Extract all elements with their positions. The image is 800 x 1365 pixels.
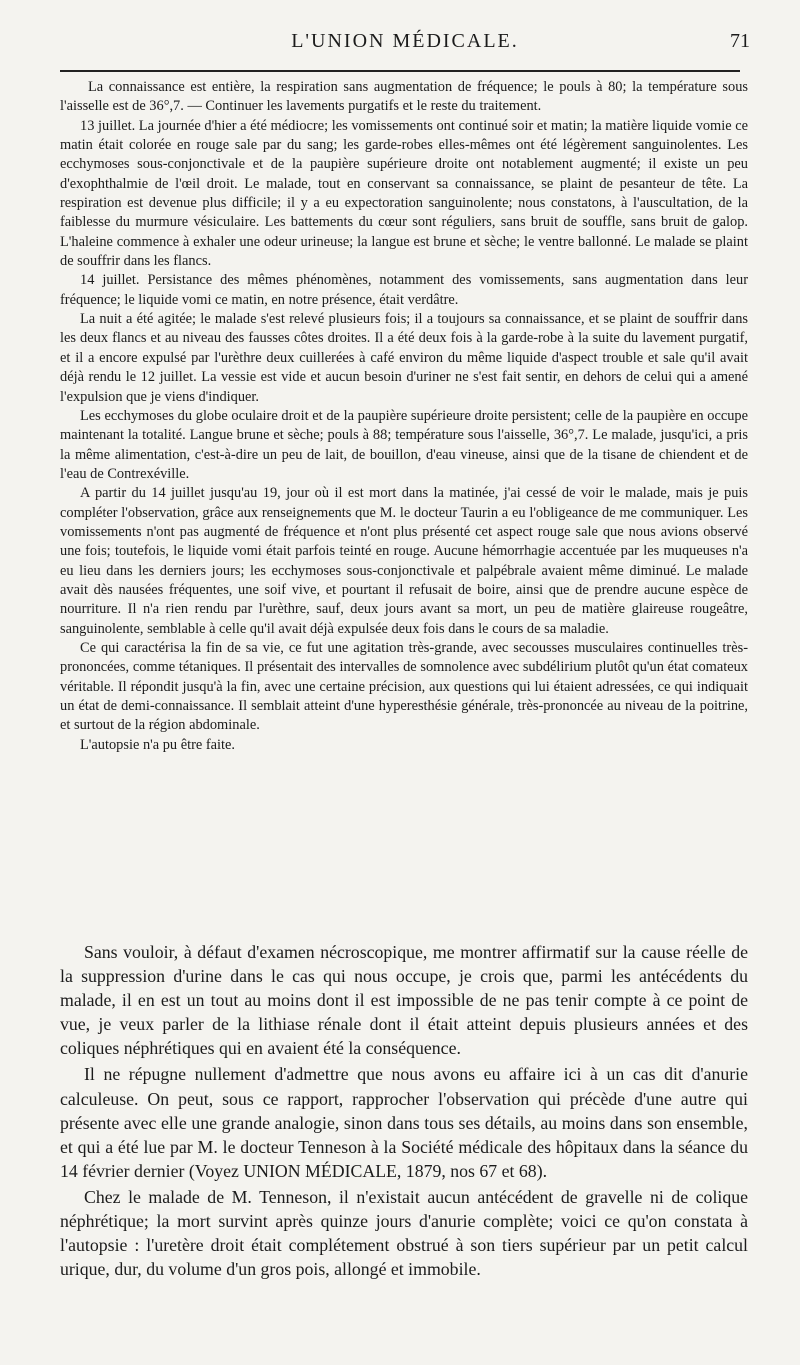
paragraph: Les ecchymoses du globe oculaire droit et de la paupière supérieure droite persistent; celle de la paupière en occupe maintenant la totalité. Langue brune et sèche; pouls à 88; température sous l'aisselle, 36°,7. Le malade, jusqu'ici, a pris la même alimentation, c'est-à-dire un peu de lait, de bouillon, d'eau vineuse, ainsi que de la tisane de chiendent et de l'eau de Contrexéville.: [60, 407, 748, 482]
page-number: 71: [730, 30, 750, 52]
paragraph: Sans vouloir, à défaut d'examen nécroscopique, me montrer affirmatif sur la cause réelle de la suppression d'urine dans le cas qui nous occupe, je crois que, parmi les antécédents du malade, il en est un tout au moins dont il est impossible de ne pas tenir compte à ce point de vue, je veux parler de la lithiase rénale dont il était atteint depuis plusieurs années et des coliques néphrétiques qui en avaient été la conséquence.: [60, 942, 748, 1059]
header-rule: [60, 70, 740, 72]
paragraph: 13 juillet. La journée d'hier a été médiocre; les vomissements ont continué soir et matin; la matière liquide vomie ce matin était colorée en rouge sale par du sang; les garde-robes elles-mêmes ont été légèrement sanguinolentes. Les ecchymoses sous-conjonctivale et de la paupière supérieure droite ont notablement augmenté; il existe un peu d'exophthalmie de l'œil droit. Le malade, tout en conservant sa connaissance, se plaint de pesanteur de tête. La respiration est devenue plus difficile; il y a eu expectoration sanguinolente; nous constatons, à l'auscultation, de la faiblesse du murmure vésiculaire. Les battements du cœur sont réguliers, sans bruit de souffle, sans bruit de galop. L'haleine commence à exhaler une odeur urineuse; la langue est brune et sèche; le ventre ballonné. Le malade se plaint de souffrir dans les flancs.: [60, 117, 748, 270]
paragraph: Chez le malade de M. Tenneson, il n'existait aucun antécédent de gravelle ni de colique néphrétique; la mort survint après quinze jours d'anurie complète; voici ce qu'on constata à l'autopsie : l'uretère droit était complétement obstrué à son tiers supérieur par un petit calcul urique, dur, du volume d'un gros pois, allongé et immobile.: [60, 1186, 748, 1280]
paragraph: 14 juillet. Persistance des mêmes phénomènes, notamment des vomissements, sans augmentation dans leur fréquence; le liquide vomi ce matin, en notre présence, était verdâtre.: [60, 272, 748, 308]
observation-text: [60, 78, 748, 755]
paragraph: A partir du 14 juillet jusqu'au 19, jour où il est mort dans la matinée, j'ai cessé de voir le malade, mais je puis compléter l'observation, grâce aux renseignements que M. le docteur Taurin a eu l'obligeance de me communiquer. Les vomissements n'ont pas augmenté de fréquence et n'ont plus présenté cet aspect rouge sale que nous avions observé une fois; toutefois, le liquide vomi était parfois teinté en rouge. Aucune hémorrhagie accentuée par les muqueuses n'a eu lieu dans les derniers jours; les ecchymoses sous-conjonctivale et palpébrale avaient même diminué. Le malade avait dès nausées fréquentes, une soif vive, et pourtant il refusait de boire, ainsi que de prendre aucune espèce de nourriture. Il n'a rien rendu par l'urèthre, sauf, deux jours avant sa mort, un peu de matière glaireuse rougeâtre, sanguinolente, semblable à celle qu'il avait déjà expulsée deux fois dans le cours de sa maladie.: [60, 485, 748, 637]
running-head: L'UNION MÉDICALE.: [291, 30, 519, 52]
paragraph: L'autopsie n'a pu être faite.: [80, 736, 236, 753]
paragraph: La connaissance est entière, la respiration sans augmentation de fréquence; le pouls à 80; la température sous l'aisselle est de 36°,7. — Continuer les lavements purgatifs et le reste du traitement.: [60, 79, 748, 115]
paragraph: Ce qui caractérisa la fin de sa vie, ce fut une agitation très-grande, avec secousses musculaires continuelles très-prononcées, comme tétaniques. Il présentait des intervalles de somnolence avec subdélirium plutôt qu'un état comateux véritable. Il répondit jusqu'à la fin, avec une certaine précision, aux questions qui lui étaient adressées, ce qui indiquait un état de demi-connaissance. Il semblait atteint d'une hyperesthésie générale, très-prononcée au niveau de la poitrine, et surtout de la région abdominale.: [60, 639, 748, 734]
page-header: [60, 30, 750, 70]
discussion-text: [60, 940, 748, 1283]
paragraph: La nuit a été agitée; le malade s'est relevé plusieurs fois; il a toujours sa connaissance, et se plaint de souffrir dans les deux flancs et au niveau des fausses côtes droites. Il a été deux fois à la garde-robe à la suite du lavement purgatif, et il a encore expulsé par l'urèthre deux cuillerées à café environ du même liquide d'aspect trouble et sale qu'il avait déjà rendu le 12 juillet. La vessie est vide et aucun besoin d'uriner ne s'est fait sentir, en dehors de celui qui a amené l'expulsion que je viens d'indiquer.: [60, 311, 748, 405]
paragraph: Il ne répugne nullement d'admettre que nous avons eu affaire ici à un cas dit d'anurie calculeuse. On peut, sous ce rapport, rapprocher l'observation qui précède d'une autre qui présente avec elle une grande analogie, sinon dans tous ses détails, au moins dans son ensemble, et qui a été lue par M. le docteur Tenneson à la Société médicale des hôpitaux dans la séance du 14 février dernier (Voyez UNION MÉDICALE, 1879, nos 67 et 68).: [60, 1064, 748, 1181]
